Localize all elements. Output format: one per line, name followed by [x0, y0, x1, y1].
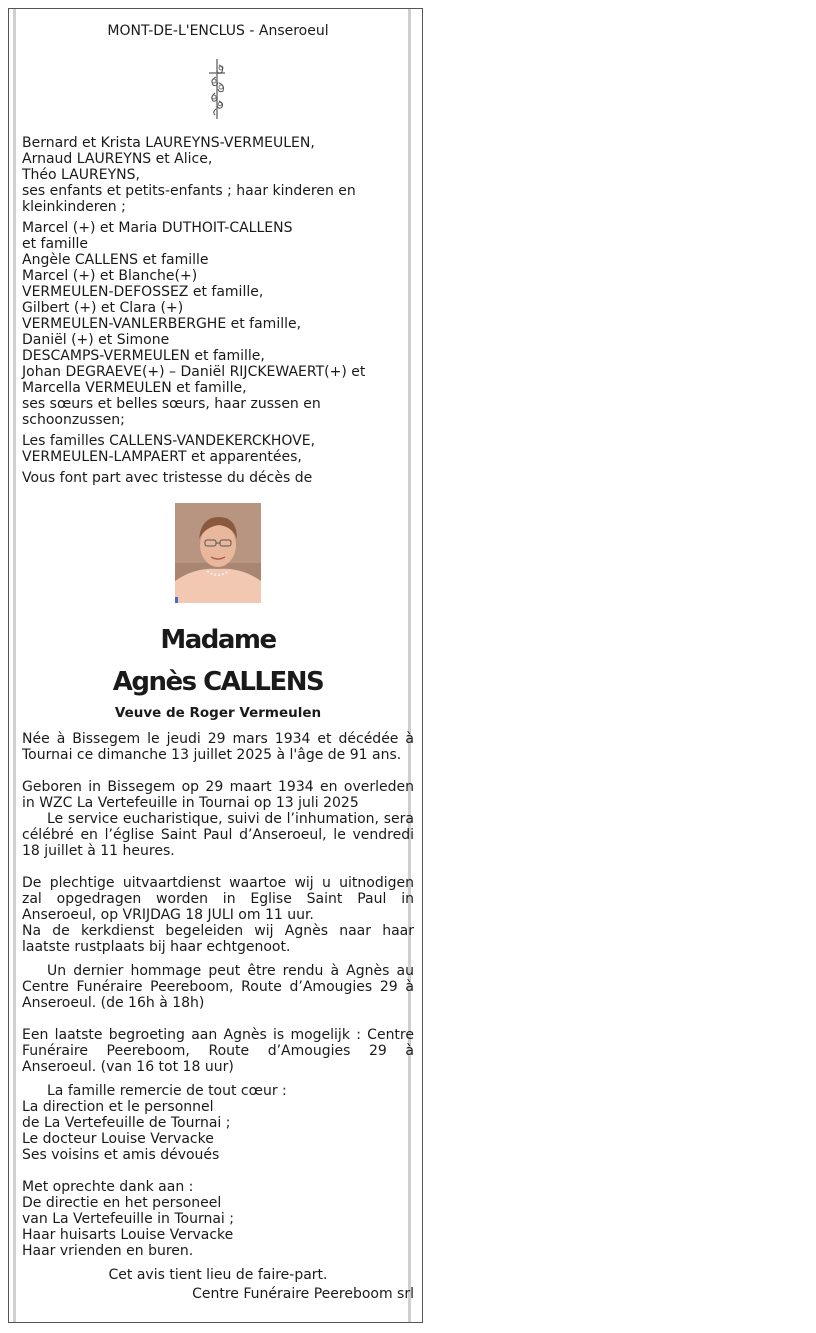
cross-with-roses-icon — [206, 57, 230, 121]
family-line: VERMEULEN-VANLERBERGHE et famille, — [22, 316, 302, 332]
thanks-line: Met oprechte dank aan : — [22, 1179, 194, 1195]
announcement-line — [22, 470, 414, 486]
family-line: Les familles CALLENS-VANDEKERCKHOVE, — [22, 433, 316, 449]
location-header: MONT-DE-L'ENCLUS - Anseroeul — [107, 23, 329, 39]
thanks-line: Haar huisarts Louise Vervacke — [22, 1227, 234, 1243]
family-block-siblings — [22, 220, 414, 428]
deceased-name: Agnès CALLENS — [112, 667, 324, 697]
family-line: Arnaud LAUREYNS et Alice, — [22, 151, 213, 167]
family-line: Marcella VERMEULEN et famille, — [22, 380, 247, 396]
thanks-line: La famille remercie de tout cœur : — [47, 1083, 287, 1099]
deceased-title: Madame — [160, 625, 276, 655]
widow-of: Veuve de Roger Vermeulen — [114, 705, 322, 721]
birth-text-nl: Geboren in Bissegem op 29 maart 1934 en overleden in WZC La Vertefeuille in Tournai op 13 juli 2025 — [22, 779, 414, 811]
funeral-home: Centre Funéraire Peereboom srl — [192, 1286, 414, 1302]
family-line: Johan DEGRAEVE(+) – Daniël RIJCKEWAERT(+) et — [22, 364, 366, 380]
thanks-nl — [22, 1179, 414, 1259]
thanks-line: Le docteur Louise Vervacke — [22, 1131, 214, 1147]
thanks-line: Ses voisins et amis dévoués — [22, 1147, 220, 1163]
thanks-line: de La Vertefeuille de Tournai ; — [22, 1115, 231, 1131]
thanks-line: De directie en het personeel — [22, 1195, 222, 1211]
family-line: Daniël (+) et Simone — [22, 332, 170, 348]
family-line: VERMEULEN-DEFOSSEZ et famille, — [22, 284, 264, 300]
family-block-relatives — [22, 433, 414, 465]
family-line: DESCAMPS-VERMEULEN et famille, — [22, 348, 265, 364]
family-list — [22, 135, 414, 486]
family-line: schoonzussen; — [22, 412, 125, 428]
family-line: Vous font part avec tristesse du décès de — [22, 470, 313, 486]
obituary-content — [22, 9, 414, 1302]
family-line: VERMEULEN-LAMPAERT et apparentées, — [22, 449, 302, 465]
thanks-line: La direction et le personnel — [22, 1099, 214, 1115]
hommage-text-fr: Un dernier hommage peut être rendu à Agnès au Centre Funéraire Peereboom, Route d’Amougies 29 à Anseroeul. (de 16h à 18h) — [22, 963, 414, 1011]
family-line: ses enfants et petits-enfants ; haar kinderen en — [22, 183, 356, 199]
service-text-nl: De plechtige uitvaartdienst waartoe wij u uitnodigen zal opgedragen worden in Eglise Saint Paul in Anseroeul, op VRIJDAG 18 JULI om 11 uur. — [22, 875, 414, 923]
portrait-photo — [175, 503, 261, 603]
family-line: kleinkinderen ; — [22, 199, 126, 215]
birth-text-fr: Née à Bissegem le jeudi 29 mars 1934 et décédée à Tournai ce dimanche 13 juillet 2025 à l'âge de 91 ans. — [22, 731, 414, 763]
family-block-children — [22, 135, 414, 215]
thanks-fr — [22, 1083, 414, 1163]
family-line: et famille — [22, 236, 88, 252]
service-text-fr: Le service eucharistique, suivi de l’inhumation, sera célébré en l’église Saint Paul d’Anseroeul, le vendredi 18 juillet à 11 heures. — [22, 811, 414, 859]
family-line: Angèle CALLENS et famille — [22, 252, 209, 268]
footer-notice: Cet avis tient lieu de faire-part. — [108, 1267, 328, 1283]
family-line: Bernard et Krista LAUREYNS-VERMEULEN, — [22, 135, 315, 151]
family-line: Gilbert (+) et Clara (+) — [22, 300, 184, 316]
family-line: Marcel (+) et Blanche(+) — [22, 268, 198, 284]
family-line: ses sœurs et belles sœurs, haar zussen en — [22, 396, 321, 412]
hommage-text-nl: Een laatste begroeting aan Agnès is mogelijk : Centre Funéraire Peereboom, Route d’Amougies 29 à Anseroeul. (van 16 tot 18 uur) — [22, 1027, 414, 1075]
family-line: Marcel (+) et Maria DUTHOIT-CALLENS — [22, 220, 293, 236]
thanks-line: Haar vrienden en buren. — [22, 1243, 194, 1259]
service-text-nl-2: Na de kerkdienst begeleiden wij Agnès naar haar laatste rustplaats bij haar echtgenoot. — [22, 923, 414, 955]
thanks-line: van La Vertefeuille in Tournai ; — [22, 1211, 234, 1227]
family-line: Théo LAUREYNS, — [22, 167, 140, 183]
obituary-frame — [8, 8, 423, 1323]
